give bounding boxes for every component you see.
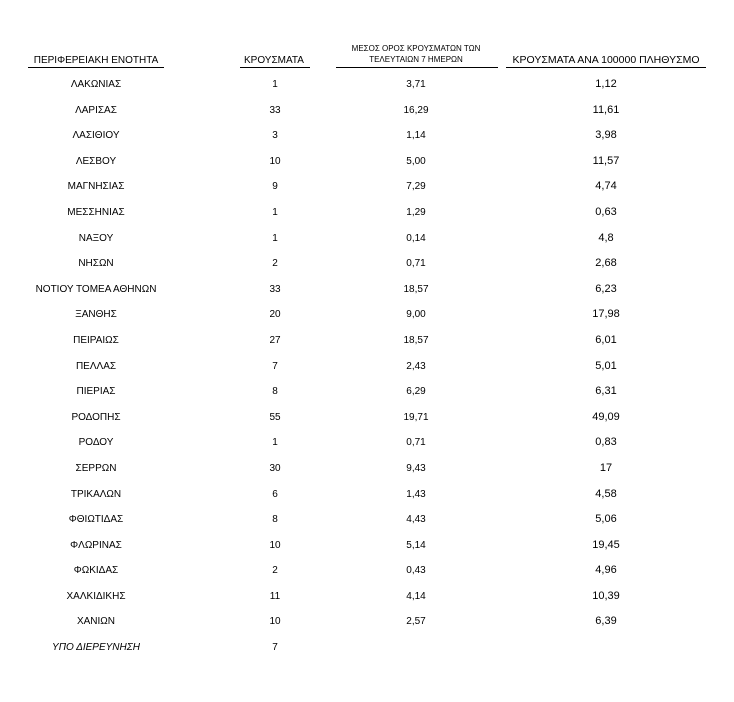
table-row: [0, 174, 734, 200]
table-row: [0, 72, 734, 98]
avg7-cell: 0,14: [406, 232, 426, 244]
table-row: [0, 379, 734, 405]
cases-cell: 1: [272, 79, 278, 90]
header-per100k: ΚΡΟΥΣΜΑΤΑ ΑΝΑ 100000 ΠΛΗΘΥΣΜΟ: [512, 54, 700, 66]
region-cell: ΠΙΕΡΙΑΣ: [76, 386, 116, 398]
region-cell: ΡΟΔΟΠΗΣ: [71, 411, 121, 423]
per100k-cell: 6,23: [595, 282, 617, 295]
avg7-cell: 5,00: [406, 155, 426, 167]
per100k-cell: 11,61: [592, 103, 620, 116]
region-cell: ΤΡΙΚΑΛΩΝ: [70, 488, 122, 500]
avg7-cell: 18,57: [403, 283, 429, 295]
avg7-cell: 2,43: [406, 360, 426, 372]
avg7-cell: 1,43: [406, 488, 426, 500]
table-row: [0, 584, 734, 610]
cases-cell: 11: [269, 590, 281, 602]
cases-cell: 10: [269, 616, 281, 628]
region-cell: ΡΟΔΟΥ: [78, 437, 114, 449]
region-cell: ΛΑΚΩΝΙΑΣ: [70, 79, 122, 90]
cases-cell: 9: [272, 181, 278, 193]
cases-cell: 8: [272, 514, 278, 526]
table-row: [0, 558, 734, 584]
table-row-under-investigation: [0, 635, 734, 661]
per100k-cell: 2,68: [595, 257, 617, 270]
per100k-cell: 0,83: [595, 436, 617, 449]
avg7-cell: 19,71: [403, 411, 429, 423]
avg7-cell: 4,14: [406, 590, 426, 602]
avg7-cell: 0,71: [406, 437, 426, 449]
region-cell: ΛΕΣΒΟΥ: [75, 155, 117, 167]
avg7-cell: 2,57: [406, 616, 426, 628]
per100k-cell: 11,57: [592, 154, 620, 167]
cases-cell: 33: [269, 283, 281, 295]
avg7-cell: 3,71: [406, 79, 426, 90]
per100k-cell: 6,31: [595, 385, 617, 398]
cases-cell: 27: [269, 334, 281, 346]
table-row: [0, 123, 734, 149]
per100k-cell: 0,63: [595, 205, 617, 218]
cases-cell: 10: [269, 155, 281, 167]
table-row: [0, 533, 734, 559]
header-underline: [28, 67, 164, 68]
header-underline: [240, 67, 310, 68]
table-row: [0, 507, 734, 533]
avg7-cell: 6,29: [406, 386, 426, 398]
cases-cell: 10: [269, 539, 281, 551]
per100k-cell: 4,96: [595, 564, 617, 577]
header-cases: ΚΡΟΥΣΜΑΤΑ: [244, 55, 304, 66]
per100k-cell: 6,39: [595, 615, 617, 628]
header-underline: [506, 67, 706, 68]
avg7-cell: 5,14: [406, 539, 426, 551]
avg7-cell: 18,57: [403, 334, 429, 346]
avg7-cell: 9,43: [406, 462, 426, 474]
table-header: [0, 40, 734, 70]
header-avg7: [334, 43, 498, 65]
region-cell: ΦΛΩΡΙΝΑΣ: [70, 539, 122, 551]
avg7-cell: 7,29: [406, 181, 426, 193]
cases-cell: 1: [272, 437, 278, 449]
region-cell: ΛΑΡΙΣΑΣ: [75, 104, 117, 116]
table-row: [0, 251, 734, 277]
cases-cell: 55: [269, 411, 281, 423]
avg7-cell: 0,43: [406, 565, 426, 577]
header-avg7-line1: ΜΕΣΟΣ ΟΡΟΣ ΚΡΟΥΣΜΑΤΩΝ ΤΩΝ: [351, 44, 481, 53]
avg7-cell: 1,14: [406, 130, 426, 142]
table-row: [0, 98, 734, 124]
region-cell: ΝΟΤΙΟΥ ΤΟΜΕΑ ΑΘΗΝΩΝ: [35, 283, 157, 295]
per100k-cell: 3,98: [595, 129, 617, 142]
header-region: ΠΕΡΙΦΕΡΕΙΑΚΗ ΕΝΟΤΗΤΑ: [33, 55, 159, 66]
region-cell: ΝΑΞΟΥ: [78, 232, 114, 244]
table-row: [0, 609, 734, 635]
region-cell: ΥΠΟ ΔΙΕΡΕΥΝΗΣΗ: [52, 642, 140, 654]
per100k-cell: 49,09: [592, 410, 620, 423]
cases-cell: 6: [272, 488, 278, 500]
table-row: [0, 277, 734, 303]
region-cell: ΠΕΛΛΑΣ: [75, 360, 117, 372]
per100k-cell: 5,01: [595, 359, 617, 372]
table-body: [0, 72, 734, 661]
avg7-cell: 4,43: [406, 514, 426, 526]
cases-cell: 8: [272, 386, 278, 398]
header-avg7-line2: ΤΕΛΕΥΤΑΙΩΝ 7 ΗΜΕΡΩΝ: [369, 55, 463, 64]
header-underline: [336, 67, 498, 68]
region-cell: ΝΗΣΩΝ: [78, 258, 114, 270]
table-row: [0, 149, 734, 175]
table-row: [0, 405, 734, 431]
table-row: [0, 456, 734, 482]
table-row: [0, 200, 734, 226]
table-row: [0, 302, 734, 328]
cases-cell: 33: [269, 104, 281, 116]
table-row: [0, 482, 734, 508]
per100k-cell: 4,8: [598, 231, 614, 244]
per100k-cell: 6,01: [595, 333, 617, 346]
per100k-cell: 19,45: [592, 538, 620, 551]
per100k-cell: 17: [599, 461, 613, 474]
table-row: [0, 328, 734, 354]
region-cell: ΧΑΛΚΙΔΙΚΗΣ: [66, 590, 126, 602]
cases-cell: 7: [272, 642, 278, 654]
per100k-cell: 17,98: [592, 308, 620, 321]
region-cell: ΦΘΙΩΤΙΔΑΣ: [68, 514, 124, 526]
cases-cell: 30: [269, 462, 281, 474]
per100k-cell: 10,39: [592, 589, 620, 602]
cases-cell: 3: [272, 130, 278, 142]
region-cell: ΣΕΡΡΩΝ: [75, 462, 117, 474]
table-row: [0, 226, 734, 252]
per100k-cell: 5,06: [595, 513, 617, 526]
cases-cell: 1: [272, 232, 278, 244]
cases-cell: 20: [269, 309, 281, 321]
region-cell: ΜΑΓΝΗΣΙΑΣ: [67, 181, 125, 193]
region-cell: ΦΩΚΙΔΑΣ: [73, 565, 119, 577]
cases-cell: 7: [272, 360, 278, 372]
region-cell: ΠΕΙΡΑΙΩΣ: [73, 334, 119, 346]
avg7-cell: 16,29: [403, 104, 429, 116]
avg7-cell: 9,00: [406, 309, 426, 321]
cases-cell: 2: [272, 258, 278, 270]
region-cell: ΜΕΣΣΗΝΙΑΣ: [67, 206, 125, 218]
cases-cell: 2: [272, 565, 278, 577]
region-cell: ΞΑΝΘΗΣ: [75, 309, 117, 321]
per100k-cell: 4,58: [595, 487, 617, 500]
region-cell: ΛΑΣΙΘΙΟΥ: [72, 130, 120, 142]
table-row: [0, 430, 734, 456]
table-row: [0, 354, 734, 380]
per100k-cell: 4,74: [595, 180, 617, 193]
avg7-cell: 0,71: [406, 258, 426, 270]
per100k-cell: 1,12: [595, 78, 617, 90]
cases-cell: 1: [272, 206, 278, 218]
region-cell: ΧΑΝΙΩΝ: [76, 616, 116, 628]
avg7-cell: 1,29: [406, 206, 426, 218]
